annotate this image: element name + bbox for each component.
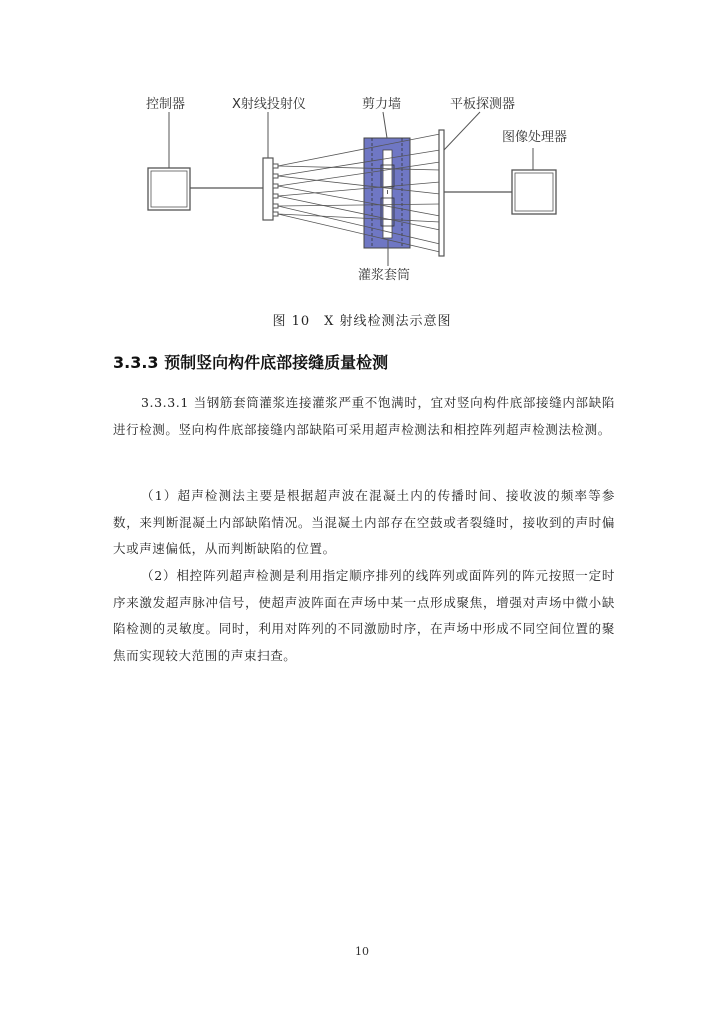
- label-flat-detector: 平板探测器: [450, 97, 516, 112]
- paragraph-3: （2）相控阵列超声检测是利用指定顺序排列的线阵列或面阵列的阵元按照一定时序来激发超声脉冲信号，使超声波阵面在声场中某一点形成聚焦，增强对声场中微小缺陷检测的灵敏度。同时，利用对阵列的不同激励时序，在声场中形成不同空间位置的聚焦而实现较大范围的声束扫查。: [113, 568, 615, 663]
- controller-box: [148, 168, 190, 210]
- projector-emitters: [273, 164, 278, 216]
- figure-caption: 图 10 X 射线检测法示意图: [272, 314, 452, 329]
- xray-diagram: [100, 90, 620, 295]
- xray-diagram-svg: [100, 90, 620, 295]
- label-grout-sleeve: 灌浆套筒: [358, 268, 411, 283]
- label-controller: 控制器: [146, 97, 186, 112]
- projector-body: [263, 158, 273, 220]
- flat-detector: [439, 130, 444, 256]
- section-heading: 3.3.3 预制竖向构件底部接缝质量检测: [113, 353, 389, 372]
- label-image-processor: 图像处理器: [502, 130, 568, 145]
- label-projector: X射线投射仪: [232, 97, 306, 112]
- page-number: 10: [355, 945, 369, 958]
- paragraph-1: 3.3.3.1 当钢筋套筒灌浆连接灌浆严重不饱满时，宜对竖向构件底部接缝内部缺陷进行检测。竖向构件底部接缝内部缺陷可采用超声检测法和相控阵列超声检测法检测。: [113, 395, 615, 437]
- paragraph-2: （1）超声检测法主要是根据超声波在混凝土内的传播时间、接收波的频率等参数，来判断混凝土内部缺陷情况。当混凝土内部存在空鼓或者裂缝时，接收到的声时偏大或声速偏低，从而判断缺陷的位置。: [113, 488, 615, 556]
- xray-beams: [278, 134, 440, 252]
- image-processor-box: [512, 170, 556, 214]
- label-shear-wall: 剪力墙: [362, 97, 402, 112]
